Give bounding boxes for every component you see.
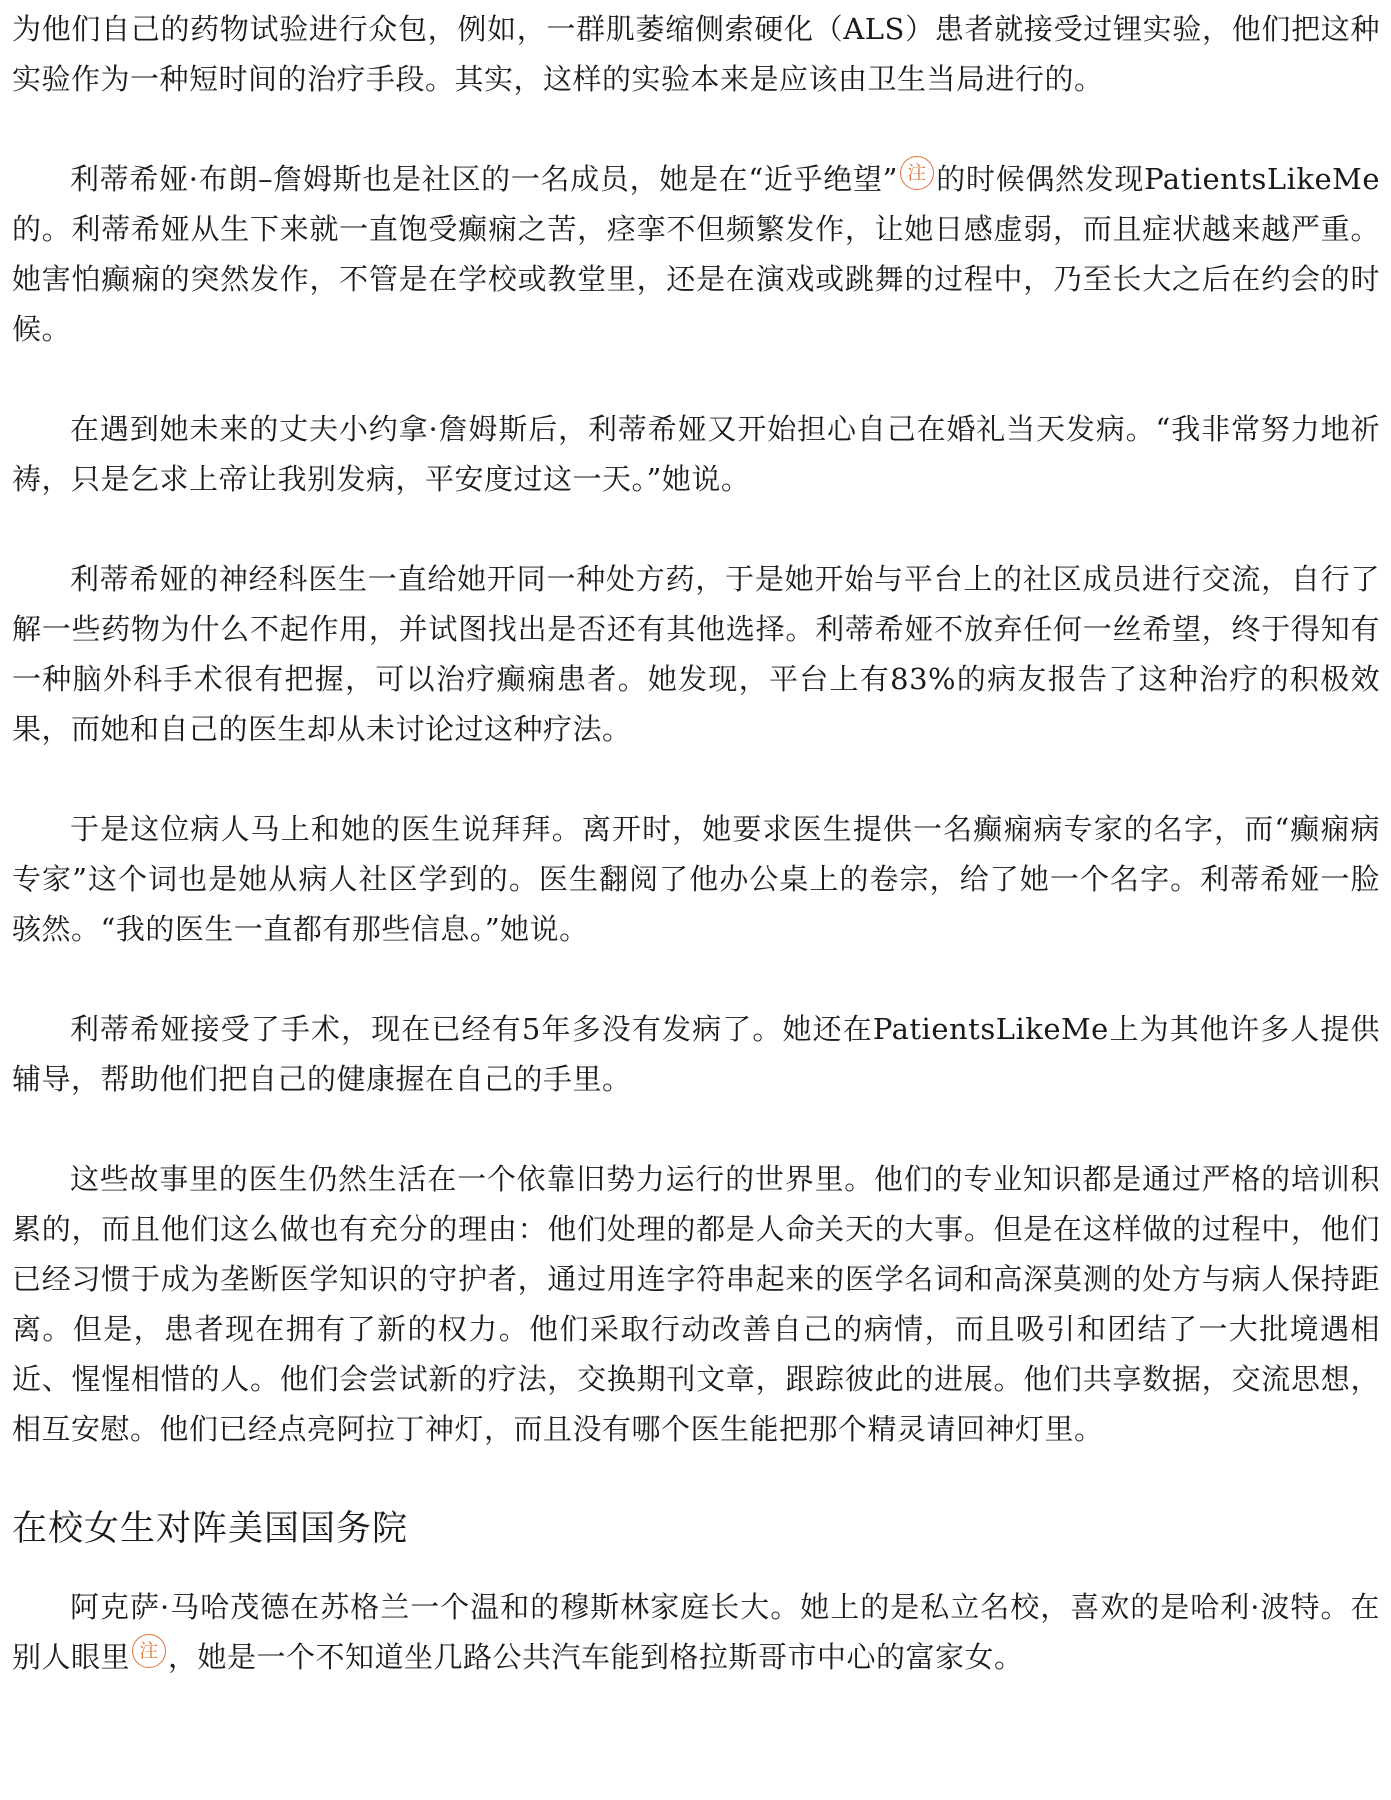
paragraph-surgery (12, 1004, 1380, 1104)
paragraph-text: 利蒂希娅接受了手术，现在已经有5年多没有发病了。她还在PatientsLikeMe上为其他许多人提供辅导，帮助他们把自己的健康握在自己的手里。 (12, 1012, 1380, 1096)
paragraph-text: ，她是一个不知道坐几路公共汽车能到格拉斯哥市中心的富家女。 (168, 1640, 1024, 1674)
paragraph-aqsa (12, 1582, 1380, 1682)
paragraph-doctors (12, 1154, 1380, 1454)
paragraph-text: 利蒂希娅的神经科医生一直给她开同一种处方药，于是她开始与平台上的社区成员进行交流，自行了解一些药物为什么不起作用，并试图找出是否还有其他选择。利蒂希娅不放弃任何一丝希望，终于得知有一种脑外科手术很有把握，可以治疗癫痫患者。她发现，平台上有83%的病友报告了这种治疗的积极效果，而她和自己的医生却从未讨论过这种疗法。 (12, 562, 1380, 746)
paragraph-letitia-intro (12, 154, 1380, 354)
section-heading: 在校女生对阵美国国务院 (12, 1509, 409, 1549)
paragraph-text: 于是这位病人马上和她的医生说拜拜。离开时，她要求医生提供一名癫痫病专家的名字，而“癫痫病专家”这个词也是她从病人社区学到的。医生翻阅了他办公桌上的卷宗，给了她一个名字。利蒂希娅一脸骇然。“我的医生一直都有那些信息。”她说。 (12, 812, 1380, 946)
paragraph-wedding (12, 404, 1380, 504)
book-page (12, 0, 1380, 1732)
paragraph-text: 阿克萨·马哈茂德在苏格兰一个温和的穆斯林家庭长大。她上的是私立名校，喜欢的是哈利·波特。在别人眼里 (12, 1590, 1380, 1674)
paragraph-als-trial (12, 4, 1380, 104)
footnote-marker[interactable]: 注 (132, 1634, 166, 1668)
paragraph-specialist (12, 804, 1380, 954)
paragraph-text: 利蒂希娅·布朗–詹姆斯也是社区的一名成员，她是在“近乎绝望” (70, 162, 899, 196)
paragraph-text: 为他们自己的药物试验进行众包，例如，一群肌萎缩侧索硬化（ALS）患者就接受过锂实验，他们把这种实验作为一种短时间的治疗手段。其实，这样的实验本来是应该由卫生当局进行的。 (12, 12, 1380, 96)
paragraph-neurologist (12, 554, 1380, 754)
paragraph-text: 这些故事里的医生仍然生活在一个依靠旧势力运行的世界里。他们的专业知识都是通过严格的培训积累的，而且他们这么做也有充分的理由：他们处理的都是人命关天的大事。但是在这样做的过程中，他们已经习惯于成为垄断医学知识的守护者，通过用连字符串起来的医学名词和高深莫测的处方与病人保持距离。但是，患者现在拥有了新的权力。他们采取行动改善自己的病情，而且吸引和团结了一大批境遇相近、惺惺相惜的人。他们会尝试新的疗法，交换期刊文章，跟踪彼此的进展。他们共享数据，交流思想，相互安慰。他们已经点亮阿拉丁神灯，而且没有哪个医生能把那个精灵请回神灯里。 (12, 1162, 1380, 1446)
paragraph-text: 在遇到她未来的丈夫小约拿·詹姆斯后，利蒂希娅又开始担心自己在婚礼当天发病。“我非常努力地祈祷，只是乞求上帝让我别发病，平安度过这一天。”她说。 (12, 412, 1380, 496)
footnote-marker[interactable]: 注 (900, 156, 934, 190)
paragraph-text: 的时候偶然发现PatientsLikeMe的。利蒂希娅从生下来就一直饱受癫痫之苦，痉挛不但频繁发作，让她日感虚弱，而且症状越来越严重。她害怕癫痫的突然发作，不管是在学校或教堂里，还是在演戏或跳舞的过程中，乃至长大之后在约会的时候。 (12, 162, 1380, 346)
